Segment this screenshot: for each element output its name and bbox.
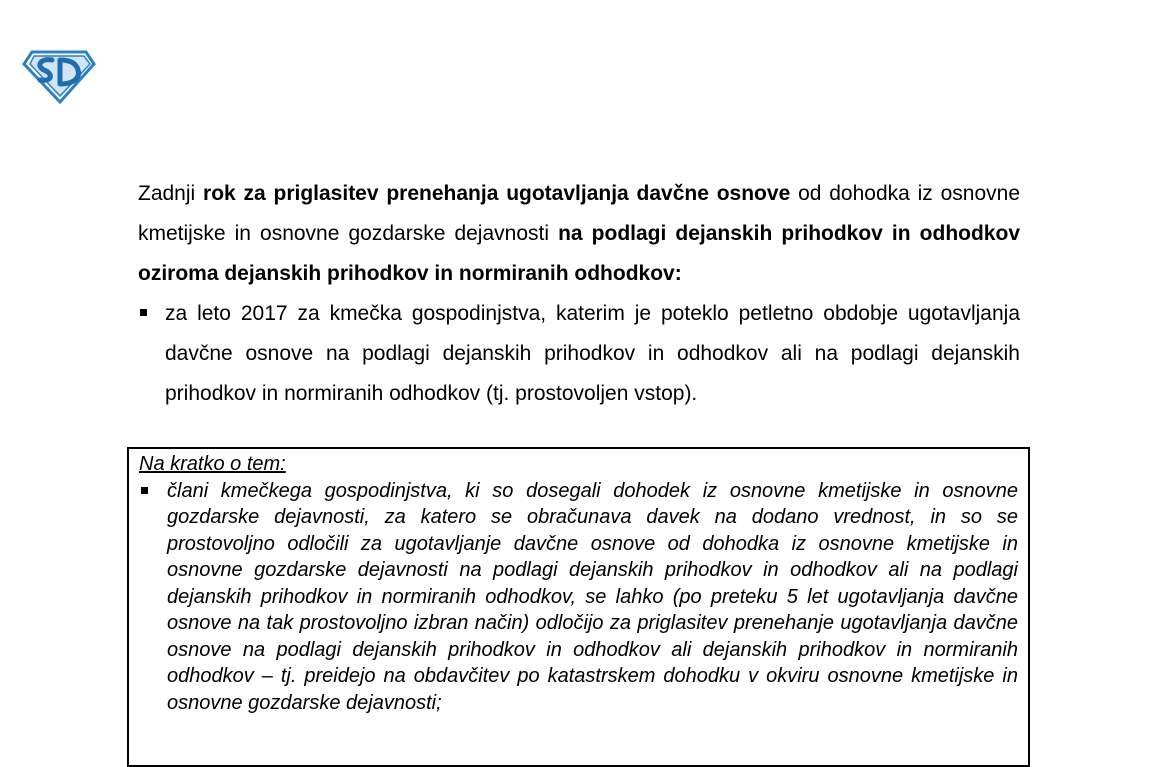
intro-paragraph — [138, 174, 1020, 294]
list-item-text: člani kmečkega gospodinjstva, ki so dosegali dohodek iz osnovne kmetijske in osnovne gozdarske dejavnosti, za katero se obračunava davek na dodano vrednost, in so se prostovoljno odločili za ugotavljanje davčne osnove od dohodka iz osnovne kmetijske in osnovne gozdarske dejavnosti na podlagi dejanskih prihodkov in odhodkov ali na podlagi dejanskih prihodkov in normiranih odhodkov, se lahko (po preteku 5 let ugotavljanja davčne osnove na tak prostovoljno izbran način) odločijo za priglasitev prenehanje ugotavljanja davčne osnove na podlagi dejanskih prihodkov in odhodkov ali dejanskih prihodkov in normiranih odhodkov – tj. preidejo na obdavčitev po katastrskem dohodku v okviru osnovne kmetijske in osnovne gozdarske dejavnosti; — [167, 479, 1018, 714]
summary-box-title: Na kratko o tem: — [139, 453, 286, 475]
intro-bold-1: rok za priglasitev prenehanja ugotavljanja davčne osnove — [203, 182, 791, 205]
square-bullet-icon — [140, 309, 147, 316]
summary-box — [127, 447, 1030, 767]
intro-text-1: Zadnji — [138, 182, 204, 205]
intro-section — [138, 174, 1020, 414]
list-item — [138, 294, 1020, 414]
intro-text-2: od dohodka iz osnovne kmetijske in osnovne gozdarske dejavnosti — [138, 182, 1020, 245]
list-item — [139, 478, 1018, 717]
intro-bold-2: na podlagi dejanskih prihodkov in odhodkov oziroma dejanskih prihodkov in normiranih odhodkov: — [138, 222, 1020, 285]
square-bullet-icon — [141, 487, 148, 494]
list-item-text: za leto 2017 za kmečka gospodinjstva, katerim je poteklo petletno obdobje ugotavljanja davčne osnove na podlagi dejanskih prihodkov in odhodkov ali na podlagi dejanskih prihodkov in normiranih odhodkov (tj. prostovoljen vstop). — [165, 302, 1020, 405]
shield-logo-icon — [22, 48, 96, 104]
intro-bullet-list — [138, 294, 1020, 414]
summary-bullet-list — [139, 478, 1018, 717]
logo — [22, 48, 96, 104]
